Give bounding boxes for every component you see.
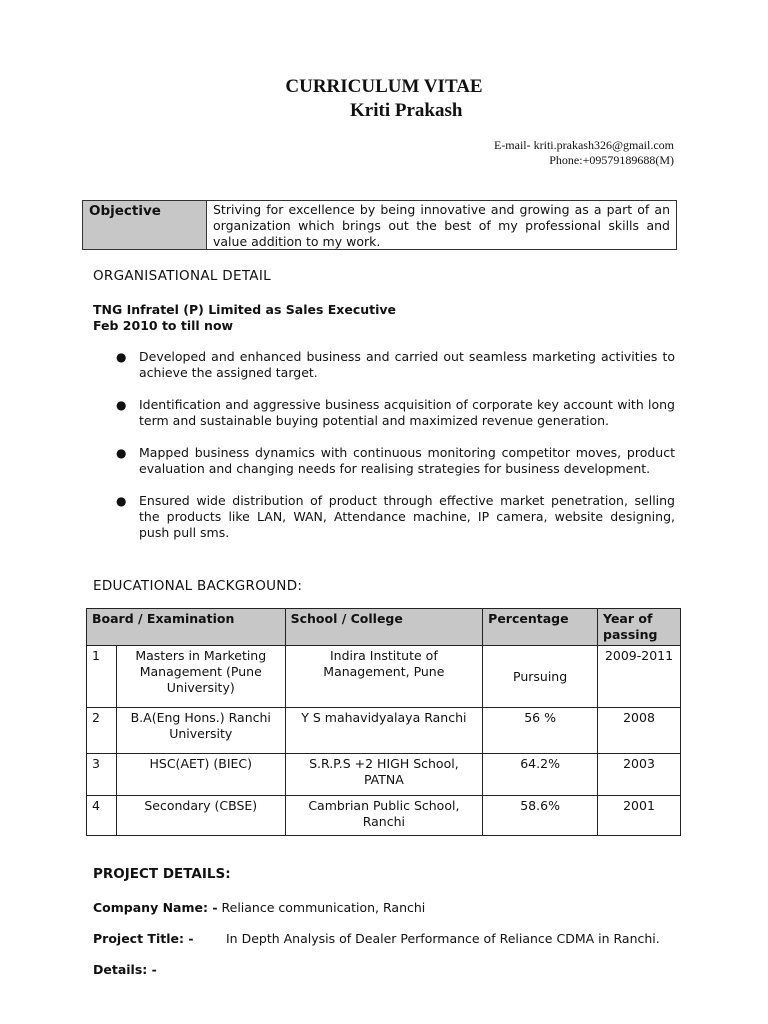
details-label: Details: - <box>93 962 157 977</box>
list-item <box>93 445 675 477</box>
year-cell: 2008 <box>598 708 681 754</box>
table-row <box>87 754 681 796</box>
company-name-value: Reliance communication, Ranchi <box>221 900 426 915</box>
percentage-cell: 56 % <box>483 708 598 754</box>
table-row <box>87 646 681 708</box>
year-cell: 2009-2011 <box>598 646 681 708</box>
company-name-label: Company Name: - <box>93 900 218 915</box>
year-cell: 2003 <box>598 754 681 796</box>
row-number: 1 <box>87 646 117 708</box>
board-cell: HSC(AET) (BIEC) <box>116 754 285 796</box>
bullet-text: Ensured wide distribution of product through effective market penetration, selling the products like LAN, WAN, Attendance machine, IP camera, website designing, push pull sms. <box>139 493 675 540</box>
email-text: E-mail- kriti.prakash326@gmail.com <box>493 138 674 152</box>
project-heading: PROJECT DETAILS: <box>93 866 231 882</box>
table-row <box>87 796 681 836</box>
bullet-text: Developed and enhanced business and carried out seamless marketing activities to achieve the assigned target. <box>139 349 675 380</box>
period-line: Feb 2010 to till now <box>93 318 234 333</box>
row-number: 3 <box>87 754 117 796</box>
column-header-percentage: Percentage <box>483 609 598 646</box>
project-title-value: In Depth Analysis of Dealer Performance of Reliance CDMA in Ranchi. <box>226 931 660 946</box>
responsibility-list <box>93 349 675 557</box>
organisation-heading: ORGANISATIONAL DETAIL <box>93 268 271 284</box>
objective-text: Striving for excellence by being innovative and growing as a part of an organization which brings out the best of my professional skills and value addition to my work. <box>213 202 670 249</box>
column-header-board: Board / Examination <box>87 609 286 646</box>
list-item <box>93 397 675 429</box>
row-number: 2 <box>87 708 117 754</box>
company-line: TNG Infratel (P) Limited as Sales Executive <box>93 302 397 317</box>
school-cell: S.R.P.S +2 HIGH School, PATNA <box>285 754 483 796</box>
project-title-label: Project Title: - <box>93 931 194 946</box>
row-number: 4 <box>87 796 117 836</box>
project-company-line <box>93 900 425 916</box>
year-cell: 2001 <box>598 796 681 836</box>
school-cell: Cambrian Public School, Ranchi <box>285 796 483 836</box>
board-cell: B.A(Eng Hons.) Ranchi University <box>116 708 285 754</box>
list-item <box>93 493 675 541</box>
objective-label: Objective <box>83 201 207 249</box>
bullet-icon: ● <box>116 494 127 508</box>
education-heading: EDUCATIONAL BACKGROUND: <box>93 578 303 594</box>
board-cell: Masters in Marketing Management (Pune University) <box>116 646 285 708</box>
bullet-icon: ● <box>116 350 127 364</box>
phone-text: Phone:+09579189688(M) <box>549 153 674 167</box>
school-cell: Indira Institute of Management, Pune <box>285 646 483 708</box>
column-header-year: Year of passing <box>598 609 681 646</box>
board-cell: Secondary (CBSE) <box>116 796 285 836</box>
percentage-cell: Pursuing <box>483 646 598 708</box>
bullet-text: Mapped business dynamics with continuous monitoring competitor moves, product evaluation and changing needs for realising strategies for business development. <box>139 445 675 476</box>
contact-block <box>494 138 674 168</box>
list-item <box>93 349 675 381</box>
project-title-line <box>93 931 673 947</box>
column-header-school: School / College <box>285 609 483 646</box>
bullet-icon: ● <box>116 446 127 460</box>
bullet-text: Identification and aggressive business acquisition of corporate key account with long term and sustainable buying potential and maximized revenue generation. <box>139 397 675 428</box>
school-cell: Y S mahavidyalaya Ranchi <box>285 708 483 754</box>
education-table <box>86 608 681 836</box>
objective-box <box>82 200 677 250</box>
table-header-row <box>87 609 681 646</box>
percentage-cell: 64.2% <box>483 754 598 796</box>
percentage-cell: 58.6% <box>483 796 598 836</box>
project-details-line <box>93 962 157 978</box>
bullet-icon: ● <box>116 398 127 412</box>
document-title: CURRICULUM VITAE <box>285 76 483 97</box>
candidate-name: Kriti Prakash <box>350 100 463 121</box>
table-row <box>87 708 681 754</box>
